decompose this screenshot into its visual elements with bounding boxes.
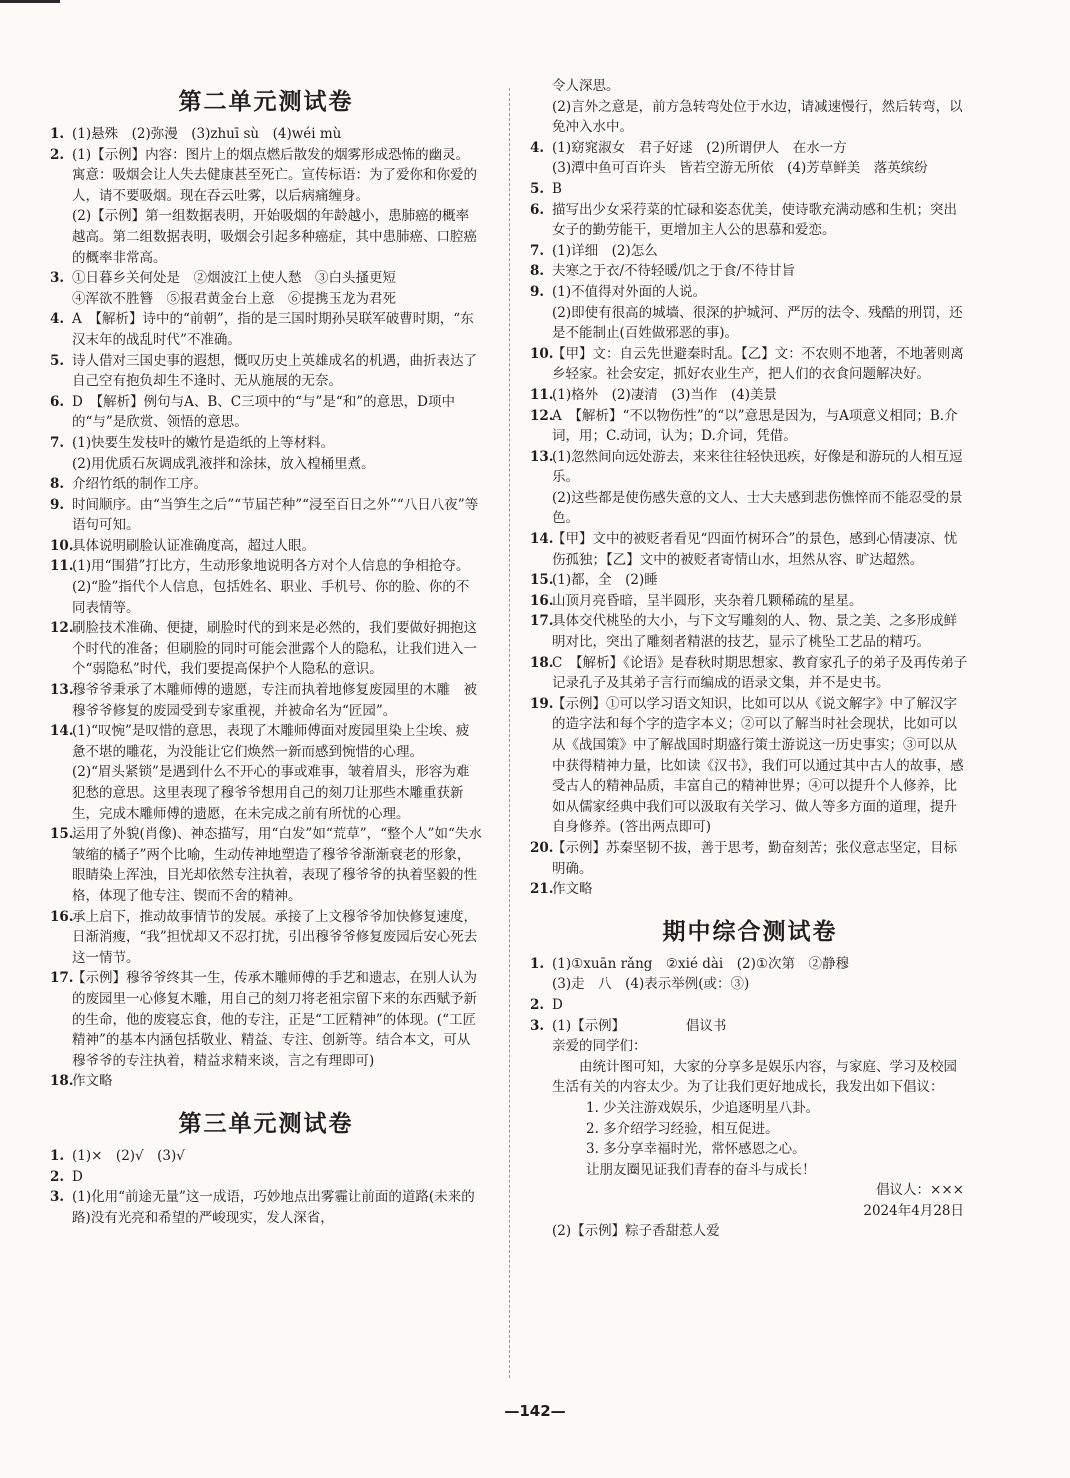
answer-line: ④浑欲不胜簪 ⑤报君黄金台上意 ⑥提携玉龙为君死 [72, 290, 396, 307]
answer-line: D [552, 996, 563, 1013]
answer-item [530, 653, 970, 694]
item-number: 15. [530, 572, 554, 589]
answer-line: (2)【示例】第一组数据表明，开始吸烟的年龄越小，患肺癌的概率越高。第二组数据表明，吸烟会引起多种癌症，其中患肺癌、口腔癌的概率非常高。 [72, 208, 477, 266]
item-text [72, 1071, 482, 1092]
item-text [552, 838, 970, 879]
answer-line: 【示例】穆爷爷终其一生，传承木雕师傅的手艺和遗志，在别人认为的废园里一心修复木雕，用自己的刻刀将老祖宗留下来的东西赋予新的生命，他的废寝忘食，他的专注，正是“工匠精神”的体现。(“工匠精神”的基本内涵包括敬业、精益、专注、创新等。结合本文，可从穆爷爷的专注执着，精益求精来谈，言之有理即可) [72, 970, 477, 1069]
answer-line: 介绍竹纸的制作工序。 [72, 476, 207, 493]
text-line: 倡议人：××× [876, 1182, 964, 1199]
answer-line: (1)快要生发枝叶的嫩竹是造纸的上等材料。 [72, 434, 335, 451]
answer-item [530, 954, 970, 995]
item-text [72, 618, 482, 680]
answer-item [530, 138, 970, 179]
item-text [72, 824, 482, 906]
answer-line: (1)不值得对外面的人说。 [552, 283, 707, 300]
answer-line: 具体说明刷脸认证准确度高，超过人眼。 [72, 537, 315, 554]
item-number: 10. [530, 345, 554, 362]
answer-line: (1)× (2)√ (3)√ [72, 1147, 185, 1164]
answer-line: 夫寒之于衣/不待轻暖/饥之于食/不待甘旨 [552, 263, 796, 280]
item-text [72, 907, 482, 969]
item-number: 4. [50, 311, 65, 328]
answer-line: 穆爷爷秉承了木雕师傅的遗愿，专注而执着地修复废园里的木雕 被穆爷爷修复的废园受到专家重视，并被命名为“匠园”。 [72, 682, 477, 719]
item-number: 8. [50, 476, 65, 493]
text-line: 2. 多介绍学习经验，相互促进。 [586, 1120, 779, 1137]
item-text [552, 261, 970, 282]
item-text [72, 124, 482, 145]
left-column [50, 72, 482, 1228]
answer-item [50, 1167, 482, 1188]
item-number: 20. [530, 839, 554, 856]
item-number: 7. [530, 242, 545, 259]
answer-line: (3)潭中鱼可百许头 皆若空游无所依 (4)芳草鲜美 落英缤纷 [552, 160, 928, 177]
answer-line: (2)“脸”指代个人信息，包括姓名、职业、手机号、你的脸、你的不同表情等。 [72, 579, 470, 616]
item-text [552, 179, 970, 200]
answer-item [530, 570, 970, 591]
answer-item [50, 536, 482, 557]
item-text [72, 145, 482, 269]
answer-line: (1)忽然间向远处游去，来来往往轻快迅疾，好像是和游玩的人相互逗乐。 [552, 448, 963, 486]
answer-item [530, 406, 970, 447]
item-number: 9. [530, 283, 545, 300]
answer-item [50, 1146, 482, 1167]
item-text [552, 529, 970, 570]
answer-line: 运用了外貌(肖像)、神态描写，用“白发”如“荒草”，“整个人”如“失水皱缩的橘子”两个比喻，生动传神地塑造了穆爷爷渐渐衰老的形象，眼睛染上浑浊，目光却依然专注执着，表现了穆爷爷的执着坚毅的性格，体现了他专注、锲而不舍的精神。 [72, 826, 482, 904]
item-number: 14. [50, 723, 74, 740]
item-text [552, 570, 970, 591]
item-text [552, 241, 970, 262]
answer-item [50, 968, 482, 1071]
answer-item [50, 474, 482, 495]
item-number: 1. [530, 955, 545, 972]
answer-line: 诗人借对三国史事的遐想，慨叹历史上英雄成名的机遇，曲折表达了自己空有抱负却生不逢时、无从施展的无奈。 [72, 352, 477, 390]
answer-item [50, 1187, 482, 1228]
item-text [552, 694, 970, 838]
answer-line: 承上启下，推动故事情节的发展。承接了上文穆爷爷加快修复速度，日渐消瘦，“我”担忧却又不忍打扰，引出穆爷爷修复废园后安心死去这一情节。 [72, 908, 478, 966]
item-text [72, 556, 482, 618]
item-text [552, 200, 970, 241]
answer-item [50, 145, 482, 269]
item-number: 11. [530, 386, 554, 403]
text-line: 3. 多分享幸福时光，常怀感恩之心。 [586, 1141, 806, 1158]
answer-item [50, 1071, 482, 1092]
answer-line: (1)格外 (2)凄清 (3)当作 (4)美景 [552, 386, 777, 403]
answer-line: 刷脸技术准确、便捷，刷脸时代的到来是必然的，我们要做好拥抱这个时代的准备；但刷脸的同时可能会泄露个人的隐私，让我们进入一个“弱隐私”时代，我们要提高保护个人隐私的意识。 [72, 620, 477, 678]
answer-item [530, 879, 970, 900]
answer-line: 【示例】①可以学习语文知识，比如可以从《说文解字》中了解汉字的造字法和每个字的造字本义；②可以了解当时社会现状，比如可以从《战国策》中了解战国时期盛行策士游说这一历史事实；③可以从中获得精神力量，比如读《汉书》，我们可以通过其中古人的故事，感受古人的精神品质，丰富自己的精神世界；④可以提升个人修养，比如从儒家经典中我们可以汲取有关学习、做人等多方面的道理，提升自身修养。(答出两点即可) [552, 695, 964, 836]
answer-line: (2)这些都是使伤感失意的文人、士大夫感到悲伤憔悴而不能忍受的景色。 [552, 489, 963, 527]
item-text [72, 392, 482, 433]
answer-item [50, 124, 482, 145]
answer-item [530, 282, 970, 344]
answer-line: 【示例】苏秦坚韧不拔，善于思考，勤奋刻苦；张仪意志坚定，目标明确。 [552, 839, 957, 877]
item-text [72, 680, 482, 721]
answer-item [530, 344, 970, 385]
answer-item [530, 261, 970, 282]
scan-edge-mark [0, 0, 60, 3]
answer-item [50, 351, 482, 392]
item-text [552, 282, 970, 344]
answer-line: (1)【示例】内容：图片上的烟点燃后散发的烟雾形成恐怖的幽灵。寓意：吸烟会让人失去健康甚至死亡。宣传标语：为了爱你和你爱的人，请不要吸烟。现在吞云吐雾，以后病痛缠身。 [72, 146, 477, 204]
item-number: 17. [530, 613, 554, 630]
item-number: 2. [50, 146, 65, 163]
item-number: 1. [50, 126, 65, 142]
item-number: 18. [530, 654, 554, 671]
answer-line: 具体交代桃坠的大小，与下文写雕刻的人、物、景之美、之多形成鲜明对比，突出了雕刻者精湛的技艺，显示了桃坠工艺品的精巧。 [552, 613, 957, 651]
item-text [72, 309, 482, 350]
section-heading: 第三单元测试卷 [178, 1110, 354, 1137]
item-number: 5. [530, 180, 545, 197]
item-number: 12. [530, 407, 554, 424]
item-text [72, 721, 482, 824]
item-number: 17. [50, 970, 74, 987]
answer-item [50, 618, 482, 680]
section-heading: 期中综合测试卷 [662, 918, 838, 945]
item-number: 13. [530, 448, 554, 465]
item-text [72, 536, 482, 557]
text-line: 亲爱的同学们： [552, 1038, 647, 1055]
answer-line: (1)【示例】 倡议书 [552, 1017, 727, 1034]
item-number: 15. [50, 826, 74, 843]
answer-item [530, 179, 970, 200]
answer-line: D 【解析】例句与A、B、C三项中的“与”是“和”的意思，D项中的“与”是欣赏、领悟的意思。 [72, 393, 456, 431]
item-number: 5. [50, 352, 65, 369]
item-number: 4. [530, 139, 545, 156]
item-text [552, 344, 970, 385]
answer-line: 【甲】文中的被贬者看见“四面竹树环合”的景色，感到心情凄凉、忧伤孤独；【乙】文中的被贬者寄情山水，坦然从容、旷达超然。 [552, 531, 958, 568]
answer-item [530, 1016, 970, 1037]
item-text [552, 653, 970, 694]
answer-line: 时间顺序。由“当笋生之后”“节届芒种”“浸至百日之外”“八日八夜”等语句可知。 [72, 496, 479, 534]
item-number: 16. [530, 592, 554, 609]
item-number: 2. [50, 1168, 65, 1185]
item-number: 3. [530, 1017, 545, 1034]
answer-line: (2)“眉头紧锁”是遇到什么不开心的事或难事，皱着眉头，形容为难犯愁的意思。这里表现了穆爷爷想用自己的刻刀让那些木雕重获新生，完成木雕师傅的遗愿，在未完成之前有所忧的心理。 [72, 764, 470, 822]
answer-line: (1)都，全 (2)睡 [552, 572, 658, 589]
answer-item [530, 200, 970, 241]
answer-line: ①日暮乡关何处是 ②烟波江上使人愁 ③白头搔更短 [72, 270, 396, 287]
item-text [552, 591, 970, 612]
item-number: 7. [50, 434, 65, 451]
answer-item [50, 309, 482, 350]
item-text [72, 1167, 482, 1188]
item-text [552, 954, 970, 995]
answer-item [50, 824, 482, 906]
item-number: 18. [50, 1073, 74, 1090]
answer-item [50, 721, 482, 824]
text-line: 让朋友圈见证我们青春的奋斗与成长！ [586, 1161, 816, 1178]
answer-item [50, 556, 482, 618]
item-number: 1. [50, 1147, 65, 1164]
answer-line: (3)走 八 (4)表示举例(或：③) [552, 976, 750, 993]
item-number: 11. [50, 558, 74, 575]
answer-item [530, 995, 970, 1016]
item-text [72, 433, 482, 474]
section-heading: 第二单元测试卷 [178, 89, 354, 115]
item-text [552, 879, 970, 900]
answer-line: 描写出少女采荇菜的忙碌和姿态优美，使诗歌充满动感和生机；突出女子的勤劳能干，更增加主人公的思慕和爱恋。 [552, 201, 957, 239]
answer-line: 山顶月亮昏暗，呈半圆形，夹杂着几颗稀疏的星星。 [552, 592, 863, 609]
item-text [72, 1146, 482, 1167]
text-line: 2024年4月28日 [863, 1202, 964, 1219]
answer-line: 【甲】文：自云先世避秦时乱。【乙】文：不农则不地著，不地著则离乡轻家。社会安定，抓好农业生产，把人们的衣食问题解决好。 [552, 345, 964, 383]
answer-item [530, 447, 970, 529]
answer-item [530, 611, 970, 652]
text-line: (2)【示例】粽子香甜惹人爱 [552, 1223, 720, 1240]
answer-line: C 【解析】《论语》是春秋时期思想家、教育家孔子的弟子及再传弟子记录孔子及其弟子言行而编成的语录文集，并不是史书。 [552, 654, 968, 692]
answer-item [530, 838, 970, 879]
item-text [72, 474, 482, 495]
item-text [552, 406, 970, 447]
answer-item [50, 433, 482, 474]
item-number: 12. [50, 620, 74, 637]
item-text [72, 968, 482, 1071]
item-text [552, 385, 970, 406]
item-text [72, 495, 482, 536]
text-line: (2)言外之意是，前方急转弯处位于水边，请减速慢行，然后转弯，以免冲入水中。 [552, 98, 963, 136]
item-number: 19. [530, 695, 554, 712]
answer-item [50, 680, 482, 721]
item-number: 21. [530, 881, 554, 898]
answer-line: A 【解析】诗中的“前朝”，指的是三国时期孙吴联军破曹时期，“东汉末年的战乱时代”不准确。 [72, 311, 474, 348]
answer-line: 作文略 [72, 1073, 113, 1090]
item-number: 6. [50, 393, 65, 410]
answer-line: (2)用优质石灰调成乳液拌和涂抹，放入楻桶里煮。 [72, 455, 375, 472]
item-text [72, 351, 482, 392]
item-text [72, 268, 482, 309]
answer-line: (1)悬殊 (2)弥漫 (3)zhuī sù (4)wéi mù [72, 126, 342, 142]
answer-line: (1)“叹惋”是叹惜的意思，表现了木雕师傅面对废园里染上尘埃、疲惫不堪的雕花，为没能让它们焕然一新而感到惋惜的心理。 [72, 723, 470, 760]
item-number: 10. [50, 537, 74, 554]
text-line: 由统计图可知，大家的分享多是娱乐内容，与家庭、学习及校园生活有关的内容太少。为了让我们更好地成长，我发出如下倡议： [552, 1058, 957, 1096]
answer-line: (1)窈窕淑女 君子好逑 (2)所谓伊人 在水一方 [552, 139, 847, 156]
answer-item [530, 529, 970, 570]
item-number: 9. [50, 496, 65, 513]
item-text [552, 995, 970, 1016]
answer-item [530, 241, 970, 262]
answer-line: (1)化用“前途无量”这一成语，巧妙地点出雾霾让前面的道路(未来的路)没有光亮和希望的严峻现实，发人深省， [72, 1189, 475, 1226]
item-number: 8. [530, 263, 545, 280]
item-text [552, 447, 970, 529]
answer-item [50, 907, 482, 969]
item-text [552, 611, 970, 652]
item-number: 3. [50, 1189, 65, 1206]
answer-line: D [72, 1168, 83, 1185]
answer-item [50, 268, 482, 309]
item-number: 14. [530, 531, 554, 548]
item-number: 13. [50, 682, 74, 699]
item-text [72, 1187, 482, 1228]
item-text [552, 138, 970, 179]
answer-line: (1)详细 (2)怎么 [552, 242, 658, 259]
item-number: 2. [530, 996, 545, 1013]
answer-line: (2)即使有很高的城墙、很深的护城河、严厉的法令、残酷的刑罚，还是不能制止(百姓做邪恶的事)。 [552, 304, 963, 342]
right-column [530, 76, 970, 1242]
item-number: 6. [530, 201, 545, 218]
answer-line: 作文略 [552, 881, 593, 898]
column-divider [509, 88, 510, 1378]
answer-item [530, 591, 970, 612]
answer-item [530, 385, 970, 406]
answer-item [50, 495, 482, 536]
text-line: 1. 少关注游戏娱乐，少追逐明星八卦。 [586, 1099, 820, 1116]
answer-line: (1)①xuān rǎng ②xié dài (2)①次第 ②静穆 [552, 955, 849, 972]
item-number: 16. [50, 908, 74, 925]
answer-line: B [552, 180, 562, 197]
page-number: —142— [504, 1402, 566, 1420]
answer-line: A 【解析】“不以物伤性”的“以”意思是因为，与A项意义相同；B.介词，用；C.动词，认为；D.介词，凭借。 [552, 407, 958, 445]
answer-line: (1)用“围猎”打比方，生动形象地说明各方对个人信息的争相抢夺。 [72, 558, 470, 575]
answer-item [50, 392, 482, 433]
item-text [552, 1016, 970, 1037]
text-line: 令人深思。 [552, 78, 620, 94]
answer-item [530, 694, 970, 838]
item-number: 3. [50, 270, 65, 287]
